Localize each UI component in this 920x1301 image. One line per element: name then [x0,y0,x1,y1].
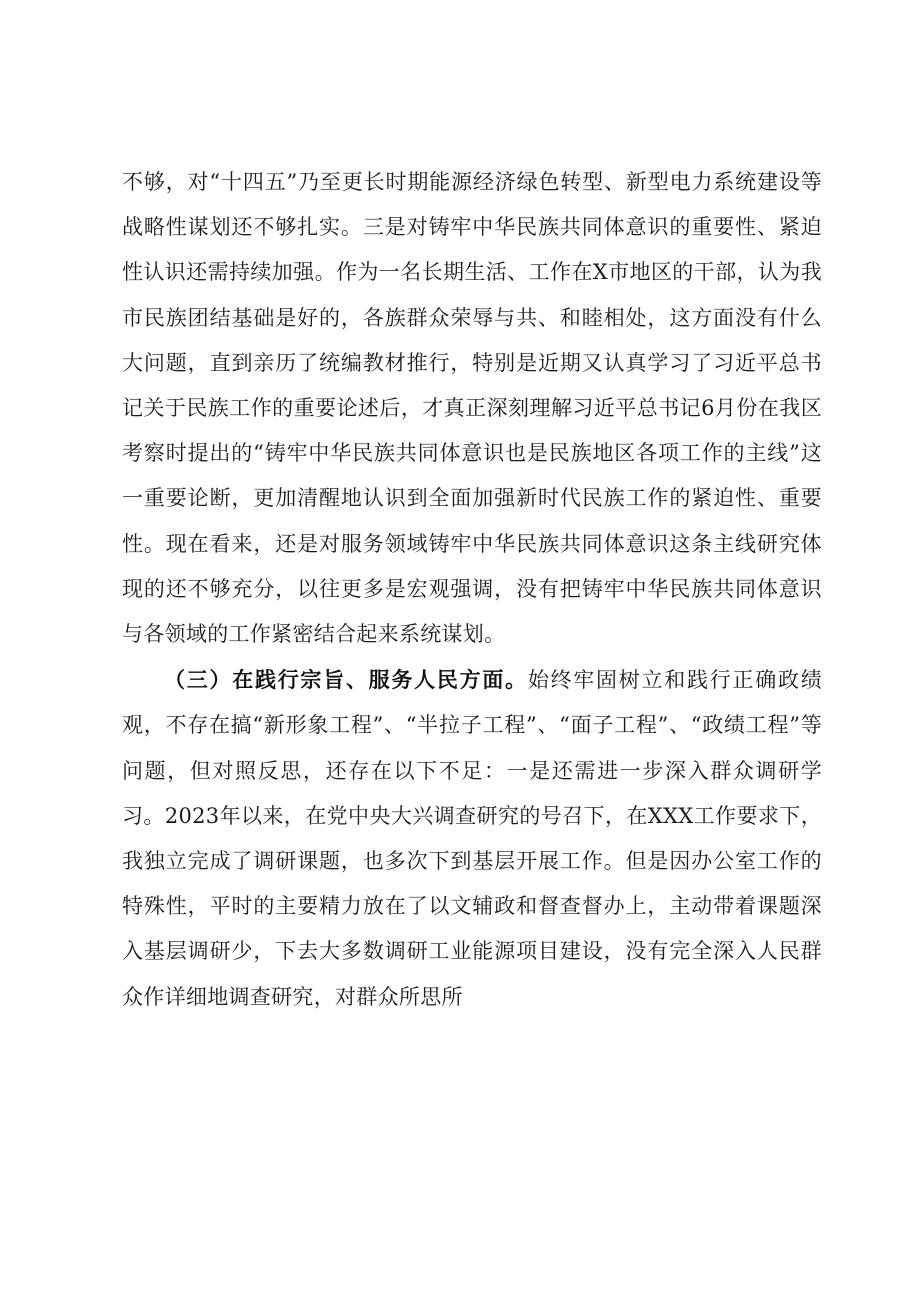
paragraph-continuation [122,160,822,657]
section-heading: （三）在践行宗旨、服务人民方面。 [164,667,528,693]
paragraph-text: 始终牢固树立和践行正确政绩观，不存在搞“新形象工程”、“半拉子工程”、“面子工程”、“政绩工程”等问题，但对照反思，还存在以下不足：一是还需进一步深入群众调研学习。2023年以来，在党中央大兴调查研究的号召下，在XXX工作要求下，我独立完成了调研课题，也多次下到基层开展工作。但是因办公室工作的特殊性，平时的主要精力放在了以文辅政和督查督办上，主动带着课题深入基层调研少，下去大多数调研工业能源项目建设，没有完全深入人民群众作详细地调查研究，对群众所思所 [122,668,822,1009]
document-body [122,160,822,1020]
paragraph-text: 不够，对“十四五”乃至更长时期能源经济绿色转型、新型电力系统建设等战略性谋划还不够扎实。三是对铸牢中华民族共同体意识的重要性、紧迫性认识还需持续加强。作为一名长期生活、工作在X市地区的干部，认为我市民族团结基础是好的，各族群众荣辱与共、和睦相处，这方面没有什么大问题，直到亲历了统编教材推行，特别是近期又认真学习了习近平总书记关于民族工作的重要论述后，才真正深刻理解习近平总书记6月份在我区考察时提出的“铸牢中华民族共同体意识也是民族地区各项工作的主线”这一重要论断，更加清醒地认识到全面加强新时代民族工作的紧迫性、重要性。现在看来，还是对服务领域铸牢中华民族共同体意识这条主线研究体现的还不够充分，以往更多是宏观强调，没有把铸牢中华民族共同体意识与各领域的工作紧密结合起来系统谋划。 [122,170,822,647]
paragraph-section-three [122,657,822,1020]
